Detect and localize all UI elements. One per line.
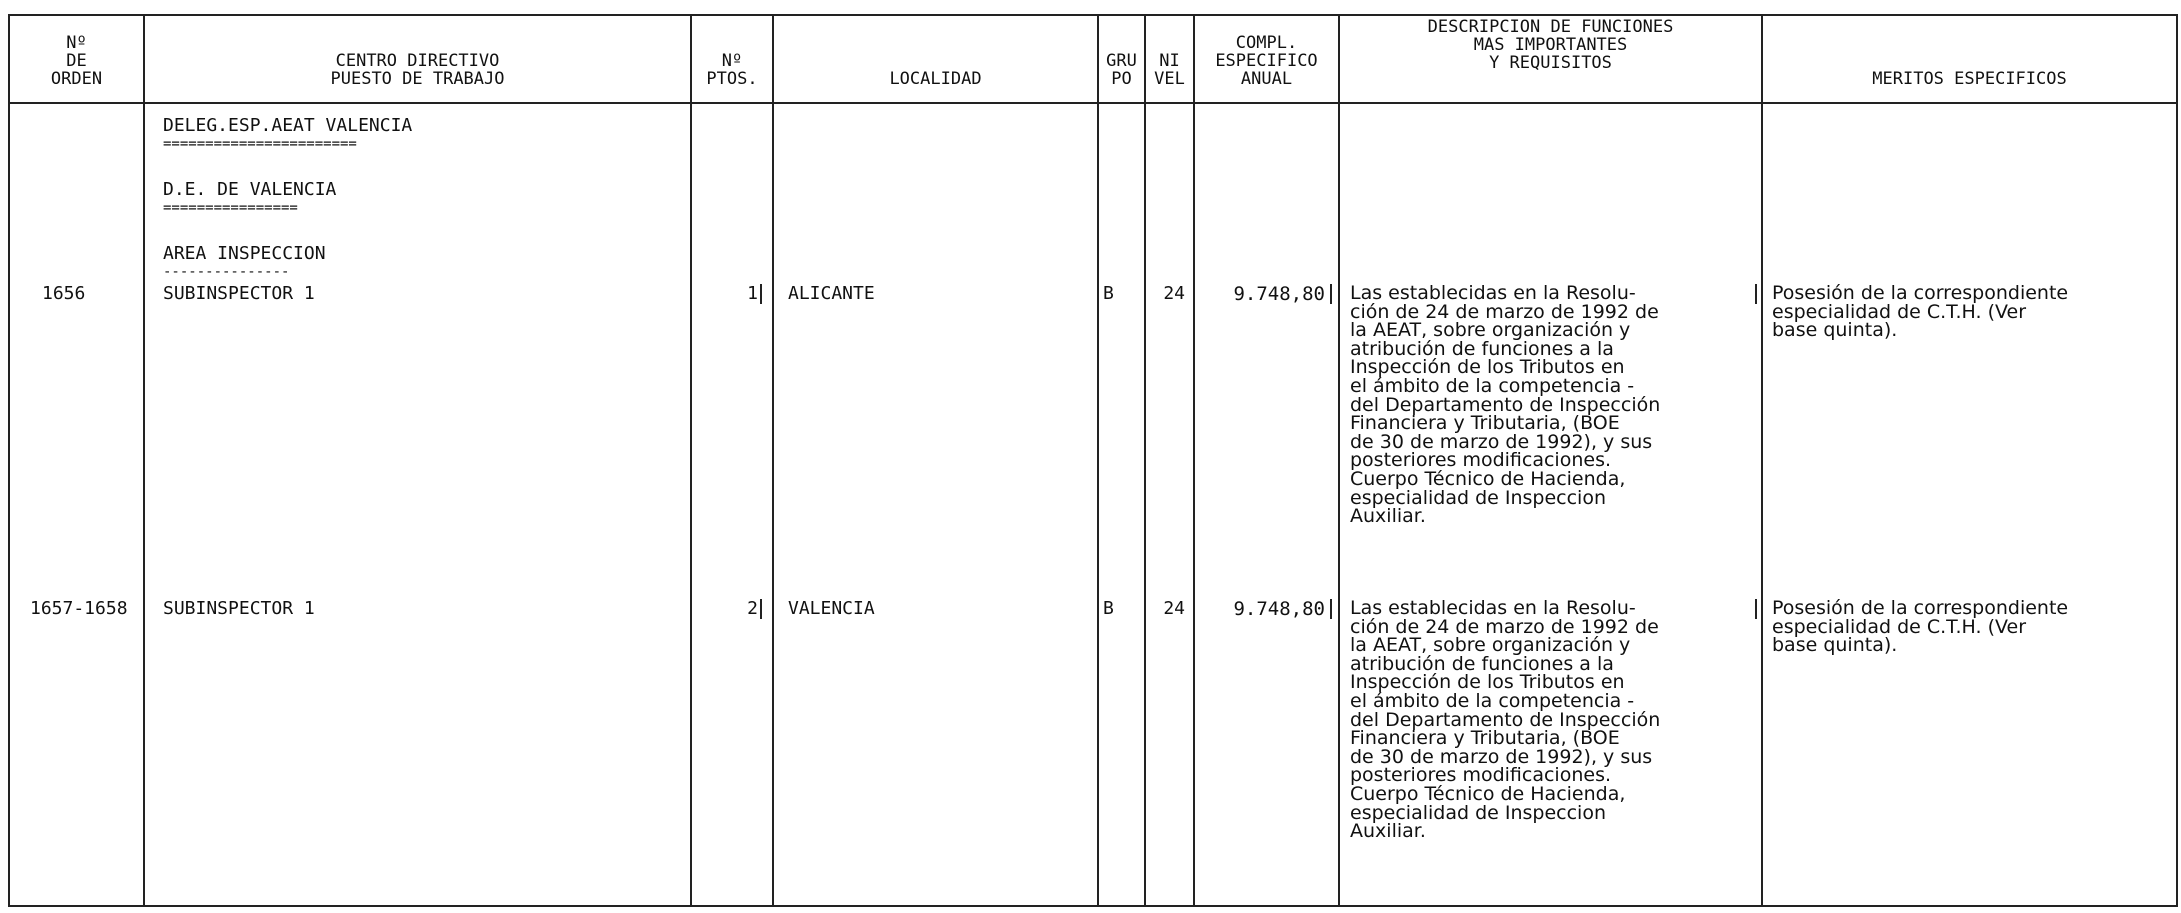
column-divider: [690, 14, 692, 907]
row-orden: 1657-1658: [30, 598, 128, 619]
column-divider: [1097, 14, 1099, 907]
value-tick: [1330, 284, 1332, 304]
header-localidad: LOCALIDAD: [889, 69, 982, 89]
row-puesto: SUBINSPECTOR 1: [163, 598, 315, 619]
row-localidad: VALENCIA: [788, 598, 875, 619]
row-compl: 9.748,80: [1233, 598, 1325, 620]
column-divider: [143, 14, 145, 907]
value-tick: [1755, 599, 1757, 619]
row-ptos: 1: [747, 283, 758, 304]
section-area-underline: ---------------: [163, 264, 290, 280]
row-descripcion: Las establecidas en la Resolu- ción de 24 de marzo de 1992 de la AEAT, sobre organización y atribución de funciones a la Inspección de los Tributos en el ámbito de la competencia - del Departamento de Inspección Financiera y Tributaria, (BOE de 30 de marzo de 1992), y sus posteriores modificaciones. Cuerpo Técnico de Hacienda, especialidad de Inspeccion Auxiliar.: [1350, 597, 1661, 843]
column-divider: [1761, 14, 1763, 907]
section-deleg-underline: =======================: [163, 136, 357, 152]
column-divider: [772, 14, 774, 907]
header-nivel: NI VEL: [1154, 51, 1185, 89]
row-compl: 9.748,80: [1233, 283, 1325, 305]
section-deleg: DELEG.ESP.AEAT VALENCIA: [163, 115, 413, 136]
header-centro: CENTRO DIRECTIVO PUESTO DE TRABAJO: [330, 51, 505, 89]
row-puesto: SUBINSPECTOR 1: [163, 283, 315, 304]
column-divider: [1144, 14, 1146, 907]
header-compl: COMPL. ESPECIFICO ANUAL: [1215, 33, 1318, 89]
header-divider: [8, 102, 2178, 104]
value-tick: [1755, 284, 1757, 304]
section-de: D.E. DE VALENCIA: [163, 179, 337, 200]
section-de-underline: ================: [163, 200, 298, 216]
row-grupo: B: [1103, 283, 1114, 304]
value-tick: [760, 599, 762, 619]
header-grupo: GRU PO: [1106, 51, 1137, 89]
row-ptos: 2: [747, 598, 758, 619]
row-nivel: 24: [1163, 598, 1185, 619]
row-meritos: Posesión de la correspondiente especialidad de C.T.H. (Ver base quinta).: [1772, 597, 2069, 657]
header-orden: Nº DE ORDEN: [50, 33, 103, 89]
row-descripcion: Las establecidas en la Resolu- ción de 24 de marzo de 1992 de la AEAT, sobre organización y atribución de funciones a la Inspección de los Tributos en el ámbito de la competencia - del Departamento de Inspección Financiera y Tributaria, (BOE de 30 de marzo de 1992), y sus posteriores modificaciones. Cuerpo Técnico de Hacienda, especialidad de Inspeccion Auxiliar.: [1350, 282, 1661, 528]
row-grupo: B: [1103, 598, 1114, 619]
row-meritos: Posesión de la correspondiente especialidad de C.T.H. (Ver base quinta).: [1772, 282, 2069, 342]
column-divider: [1338, 14, 1340, 907]
row-orden: 1656: [42, 283, 86, 304]
section-area: AREA INSPECCION: [163, 243, 326, 264]
column-divider: [1193, 14, 1195, 907]
value-tick: [1330, 599, 1332, 619]
header-meritos: MERITOS ESPECIFICOS: [1872, 69, 2067, 89]
value-tick: [760, 284, 762, 304]
header-descripcion: DESCRIPCION DE FUNCIONES MAS IMPORTANTES Y REQUISITOS: [1427, 17, 1674, 73]
row-localidad: ALICANTE: [788, 283, 875, 304]
header-ptos: Nº PTOS.: [706, 51, 758, 89]
row-nivel: 24: [1163, 283, 1185, 304]
